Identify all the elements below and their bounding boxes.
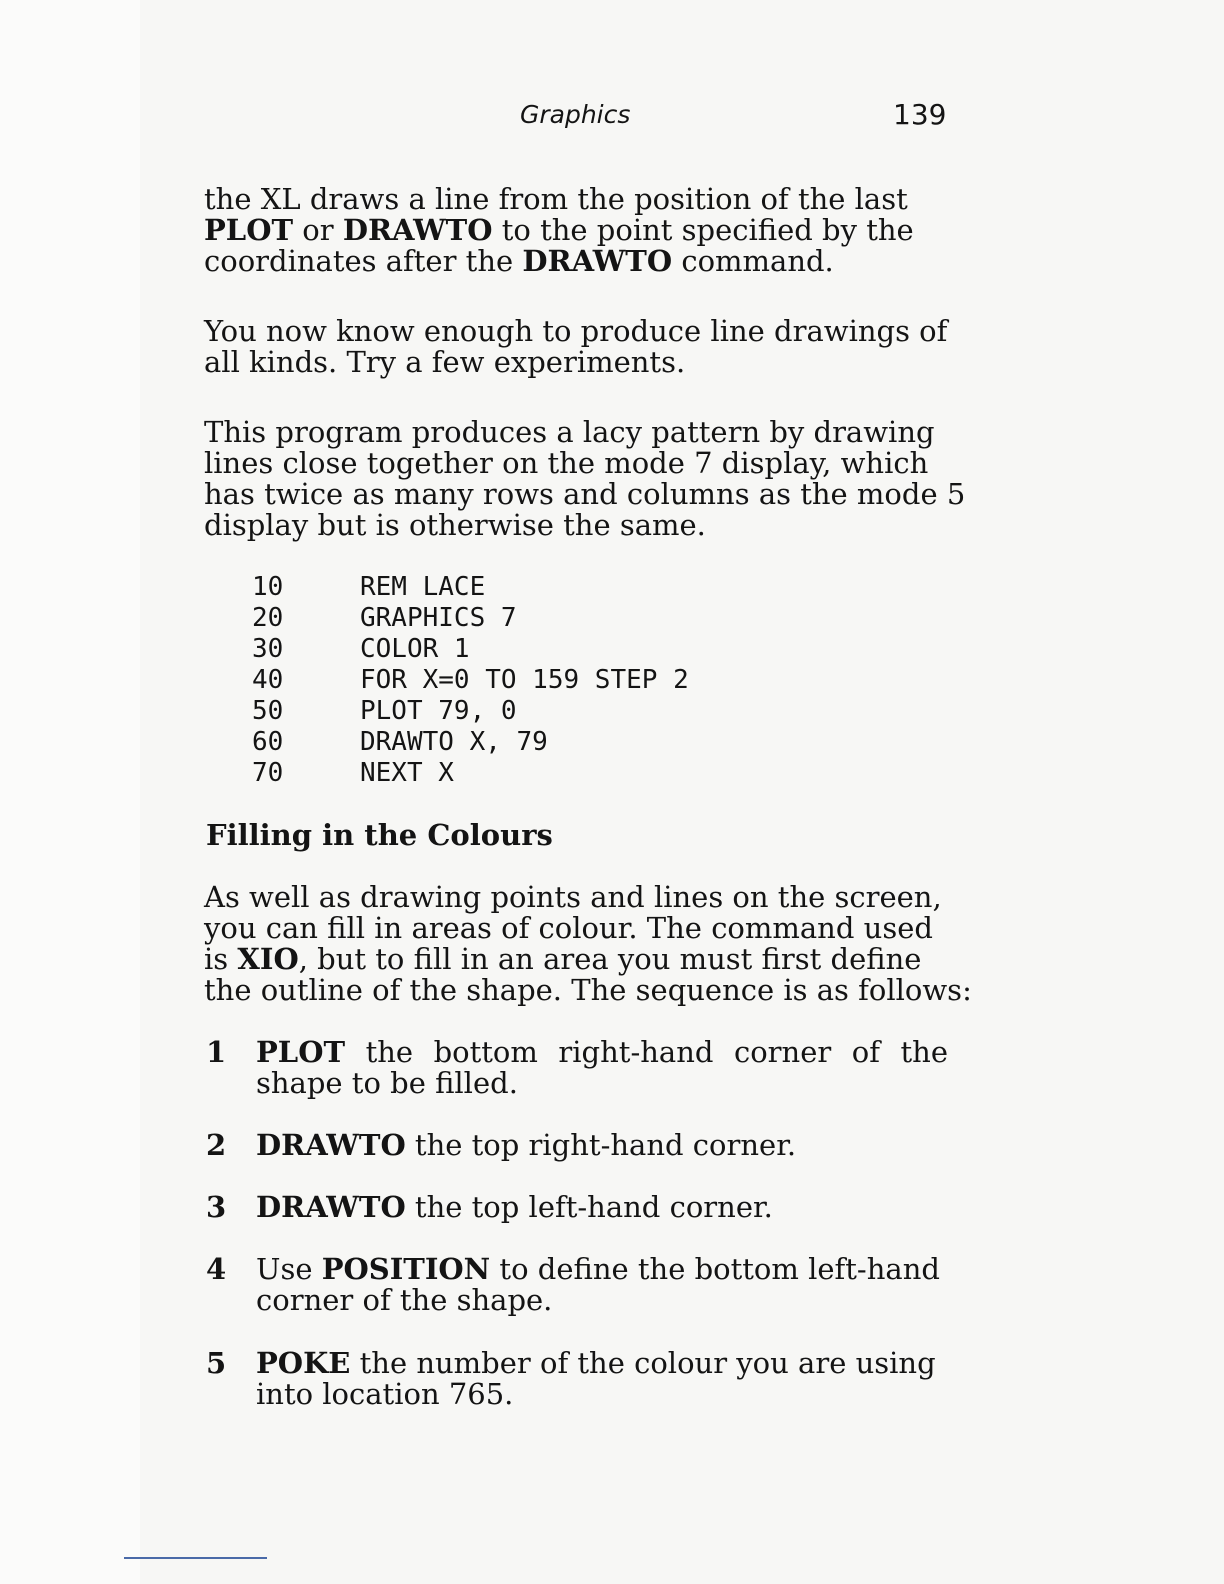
code-statement: PLOT 79, 0 [360, 696, 517, 726]
line-number: 60 [252, 727, 284, 757]
line [204, 944, 946, 975]
line-number: 70 [252, 758, 284, 788]
text: the top left-hand corner. [405, 1190, 773, 1224]
line: all kinds. Try a few experiments. [204, 345, 686, 379]
code-line [252, 634, 689, 665]
code-statement: FOR X=0 TO 159 STEP 2 [360, 665, 689, 695]
running-header-title: Graphics [520, 100, 631, 129]
code-line [252, 603, 689, 634]
code-statement: COLOR 1 [360, 634, 470, 664]
keyword: PLOT [256, 1035, 346, 1069]
page-margin-shade [0, 0, 140, 1584]
code-statement: REM LACE [360, 572, 486, 602]
line-number: 10 [252, 572, 284, 602]
section-paragraph [204, 880, 972, 1007]
line: You now know enough to produce line drawings of [204, 314, 948, 348]
line: you can fill in areas of colour. The command used [204, 911, 933, 945]
code-statement: NEXT X [360, 758, 454, 788]
line: lines close together on the mode 7 display, which [204, 446, 929, 480]
line [256, 1348, 948, 1379]
keyword: DRAWTO [256, 1190, 406, 1224]
line-number: 50 [252, 696, 284, 726]
line-number: 30 [252, 634, 284, 664]
line [204, 246, 946, 277]
line-number: 20 [252, 603, 284, 633]
text: to define the bottom left-hand [490, 1252, 940, 1286]
page-number: 139 [893, 98, 947, 131]
code-line [252, 727, 689, 758]
step-text [256, 1130, 948, 1161]
text: to the point specified by the [492, 213, 914, 247]
keyword: PLOT [204, 213, 294, 247]
code-line [252, 758, 689, 789]
step-text [256, 1192, 948, 1223]
text: , but to fill in an area you must first define [298, 942, 922, 976]
line [256, 1130, 948, 1161]
line: the outline of the shape. The sequence is as follows: [204, 973, 972, 1007]
intro-paragraph-3 [204, 415, 966, 542]
keyword: DRAWTO [256, 1128, 406, 1162]
line: shape to be filled. [256, 1066, 518, 1100]
line: corner of the shape. [256, 1283, 553, 1317]
line: into location 765. [256, 1377, 514, 1411]
step-number: 4 [206, 1252, 227, 1286]
footer-rule [124, 1557, 267, 1559]
line [256, 1254, 948, 1285]
line [204, 215, 946, 246]
text: Use [256, 1252, 322, 1286]
line: This program produces a lacy pattern by drawing [204, 415, 935, 449]
step-number: 1 [206, 1035, 227, 1069]
intro-paragraph-1 [204, 184, 946, 277]
text: is [204, 942, 238, 976]
text: the top right-hand corner. [405, 1128, 797, 1162]
line: display but is otherwise the same. [204, 508, 706, 542]
keyword: POSITION [321, 1252, 491, 1286]
line: has twice as many rows and columns as the mode 5 [204, 477, 966, 511]
text: the number of the colour you are using [350, 1346, 936, 1380]
step-number: 5 [206, 1346, 227, 1380]
line [256, 1037, 948, 1068]
keyword: DRAWTO [342, 213, 493, 247]
code-statement: DRAWTO X, 79 [360, 727, 548, 757]
code-line [252, 572, 689, 603]
step-number: 2 [206, 1128, 227, 1162]
program-listing [252, 572, 689, 789]
keyword: DRAWTO [522, 244, 673, 278]
text: coordinates after the [204, 244, 523, 278]
step-number: 3 [206, 1190, 227, 1224]
step-text [256, 1254, 948, 1316]
keyword: XIO [237, 942, 299, 976]
keyword: POKE [256, 1346, 351, 1380]
section-heading: Filling in the Colours [206, 818, 553, 852]
line-number: 40 [252, 665, 284, 695]
text: the bottom right-hand corner of the [345, 1035, 948, 1069]
line [256, 1192, 948, 1223]
intro-paragraph-2 [204, 316, 946, 378]
step-text [256, 1037, 948, 1099]
text: or [293, 213, 343, 247]
code-statement: GRAPHICS 7 [360, 603, 517, 633]
code-line [252, 696, 689, 727]
text: command. [672, 244, 834, 278]
line: the XL draws a line from the position of the last [204, 182, 908, 216]
line: As well as drawing points and lines on the screen, [204, 880, 942, 914]
code-line [252, 665, 689, 696]
step-text [256, 1348, 948, 1410]
